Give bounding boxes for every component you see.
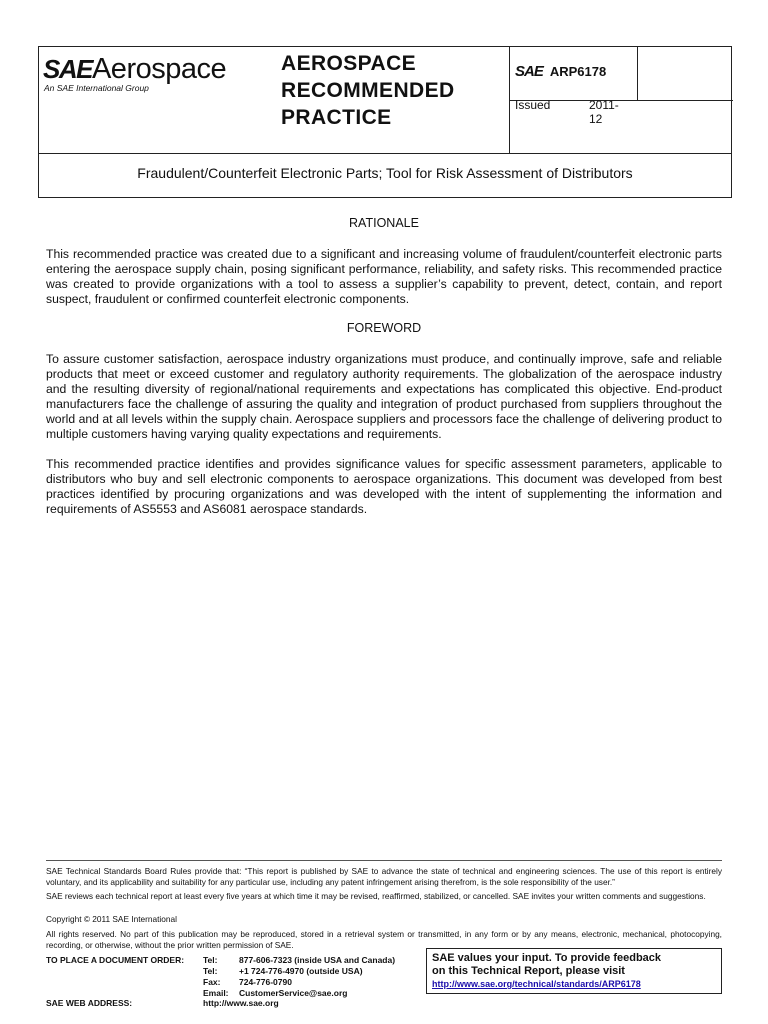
rationale-heading: RATIONALE <box>349 216 419 230</box>
fax: 724-776-0790 <box>239 977 292 987</box>
rationale-text: This recommended practice was created due to a significant and increasing volume of fraudulent/counterfeit electronic parts entering the aerospace supply chain, posing significant performance, reliability, and safety risks. This recommended practice was created to provide organizations with a tool to assess a supplier’s capability to prevent, detect, contain, and report suspect, fraudulent or confirmed counterfeit electronic components. <box>46 247 722 306</box>
logo-word: Aerospace <box>91 53 227 85</box>
footer-rule <box>46 860 722 861</box>
footer-rights: All rights reserved. No part of this publication may be reproduced, stored in a retrieval system or transmitted, in any form or by any means, electronic, mechanical, photocopying, recording, or otherwise, without the prior written permission of SAE. <box>46 929 722 950</box>
feedback-link[interactable]: http://www.sae.org/technical/standards/ARP6178 <box>432 979 641 989</box>
foreword-heading: FOREWORD <box>346 321 422 335</box>
order-label: TO PLACE A DOCUMENT ORDER: <box>46 955 185 965</box>
document-type: AEROSPACE RECOMMENDED PRACTICE <box>281 52 455 129</box>
feedback-line-2: on this Technical Report, please visit <box>432 965 625 977</box>
footer-rules-note: SAE Technical Standards Board Rules provide that: “This report is published by SAE to advance the state of technical and engineering sciences. The use of this report is entirely voluntary, and its applicability and suitability for any particular use, including any patent infringement arising therefrom, is the sole responsibility of the user.” <box>46 866 722 887</box>
phone-intl: +1 724-776-4970 (outside USA) <box>239 966 363 976</box>
web-address-label: SAE WEB ADDRESS: <box>46 998 133 1008</box>
footer-review-note: SAE reviews each technical report at least every five years at which time it may be revised, reaffirmed, stabilized, or cancelled. SAE invites your written comments and suggestions. <box>46 891 706 901</box>
document-number-value: ARP6178 <box>549 64 607 79</box>
document-header <box>38 46 732 198</box>
foreword-paragraph-1: To assure customer satisfaction, aerospace industry organizations must produce, and continually improve, safe and reliable products that meet or exceed customer and regulatory authority requirements. The globalization of the aerospace industry and the resulting diversity of regional/national requirements and expectations has complicated this objective. End-product manufacturers face the challenge of assuring the quality and integration of product purchased from suppliers throughout the world and at all levels within the supply chain. Aerospace suppliers and processors face the challenge of delivering product to multiple customers having varying quality expectations and requirements. <box>46 352 722 441</box>
issued-date: 2011-12 <box>589 98 619 126</box>
issued-row <box>515 98 619 126</box>
document-title: Fraudulent/Counterfeit Electronic Parts; Tool for Risk Assessment of Distributors <box>137 165 633 181</box>
feedback-line-1: SAE values your input. To provide feedback <box>432 952 662 964</box>
logo-subtitle: An SAE International Group <box>44 83 149 93</box>
logo-mark: SAE <box>43 54 92 84</box>
phone-us: 877-606-7323 (inside USA and Canada) <box>239 955 396 965</box>
footer-copyright: Copyright © 2011 SAE International <box>46 914 177 924</box>
email-link[interactable]: CustomerService@sae.org <box>239 988 348 998</box>
issued-label: Issued <box>515 98 551 112</box>
foreword-paragraph-2: This recommended practice identifies and provides significance values for specific assessment parameters, applicable to distributors who buy and sell electronic components to aerospace organizations. This document was developed from best practices identified by procuring organizations and was developed with the intent of supplementing the information and requirements of AS5553 and AS6081 aerospace standards. <box>46 457 722 516</box>
document-number <box>515 63 606 80</box>
feedback-box <box>426 948 722 994</box>
web-address-link[interactable]: http://www.sae.org <box>203 998 279 1008</box>
sae-mini-logo: SAE <box>515 63 543 80</box>
sae-aerospace-logo <box>43 53 226 93</box>
